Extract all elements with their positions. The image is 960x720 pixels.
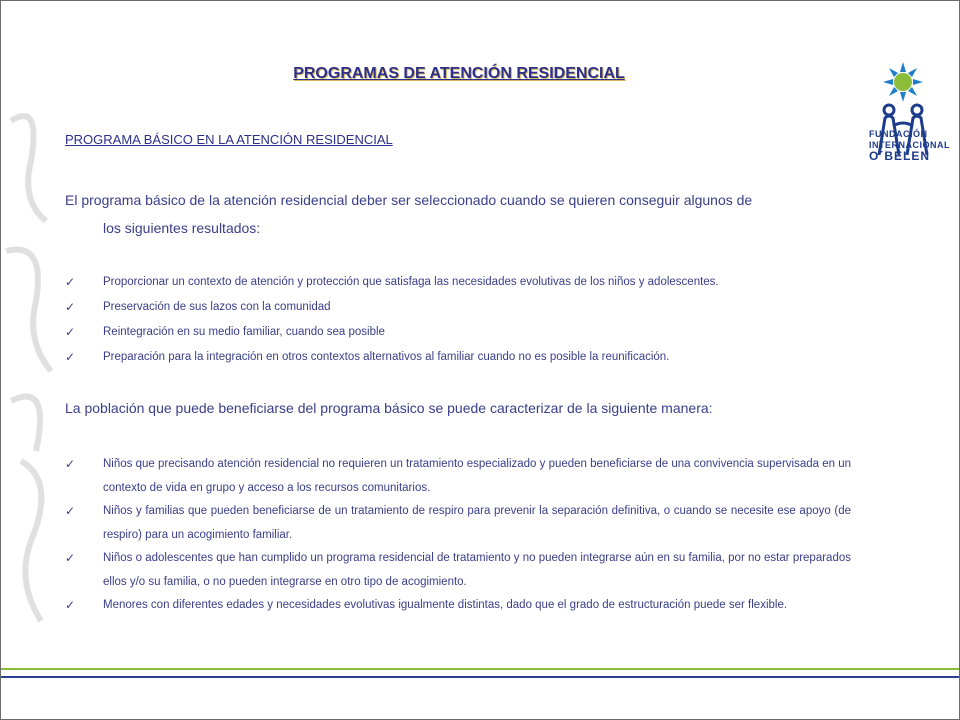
checkmark-icon: ✓ bbox=[65, 551, 76, 565]
logo-line-1: FUNDACIÓN bbox=[869, 129, 928, 139]
list-item bbox=[65, 298, 851, 323]
logo-line-2: INTERNACIONAL bbox=[869, 140, 950, 150]
intro-line-2: los siguientes resultados: bbox=[103, 220, 261, 236]
leaf-watermark bbox=[1, 81, 71, 681]
checkmark-icon: ✓ bbox=[65, 457, 76, 471]
footer-divider-green bbox=[1, 668, 959, 670]
checkmark-icon: ✓ bbox=[65, 325, 76, 339]
list-item-text: Niños que precisando atención residencial no requieren un tratamiento especializado y pueden beneficiarse de una convivencia supervisada en un contexto de vida en grupo y acceso a los recursos comunitarios. bbox=[103, 458, 851, 494]
footer-divider-blue bbox=[1, 676, 959, 678]
list-item bbox=[65, 348, 851, 373]
checkmark-icon: ✓ bbox=[65, 275, 76, 289]
list-item-text: Proporcionar un contexto de atención y protección que satisfaga las necesidades evolutivas de los niños y adolescentes. bbox=[103, 276, 719, 288]
intro-paragraph bbox=[65, 186, 855, 242]
list-item bbox=[65, 273, 851, 298]
list-item bbox=[65, 594, 851, 618]
results-list bbox=[65, 273, 851, 373]
section-subtitle: PROGRAMA BÁSICO EN LA ATENCIÓN RESIDENCIAL bbox=[65, 132, 393, 147]
checkmark-icon: ✓ bbox=[65, 300, 76, 314]
checkmark-icon: ✓ bbox=[65, 598, 76, 612]
intro-line-1: El programa básico de la atención residencial deber ser seleccionado cuando se quieren conseguir algunos de bbox=[65, 192, 753, 208]
list-item-text: Niños y familias que pueden beneficiarse de un tratamiento de respiro para prevenir la separación definitiva, o cuando se necesite ese apoyo (de respiro) para un acogimiento familiar. bbox=[103, 505, 851, 541]
list-item-text: Reintegración en su medio familiar, cuando sea posible bbox=[103, 326, 385, 338]
checkmark-icon: ✓ bbox=[65, 350, 76, 364]
list-item-text: Preservación de sus lazos con la comunidad bbox=[103, 301, 331, 313]
list-item-text: Preparación para la integración en otros contextos alternativos al familiar cuando no es posible la reunificación. bbox=[103, 351, 670, 363]
logo-line-3: O´BELEN bbox=[869, 149, 930, 163]
list-item-text: Niños o adolescentes que han cumplido un programa residencial de tratamiento y no pueden integrarse aún en su familia, por no estar preparados ellos y/o su familia, o no pueden integrarse en otro tipo de acogimiento. bbox=[103, 552, 851, 588]
page-title: PROGRAMAS DE ATENCIÓN RESIDENCIAL bbox=[293, 65, 625, 82]
checkmark-icon: ✓ bbox=[65, 504, 76, 518]
list-item bbox=[65, 547, 851, 594]
population-list bbox=[65, 453, 851, 618]
list-item bbox=[65, 500, 851, 547]
list-item bbox=[65, 453, 851, 500]
list-item-text: Menores con diferentes edades y necesidades evolutivas igualmente distintas, dado que el grado de estructuración puede ser flexible. bbox=[103, 599, 788, 611]
population-intro: La población que puede beneficiarse del programa básico se puede caracterizar de la siguiente manera: bbox=[65, 400, 713, 416]
list-item bbox=[65, 323, 851, 348]
logo-text bbox=[869, 129, 950, 163]
